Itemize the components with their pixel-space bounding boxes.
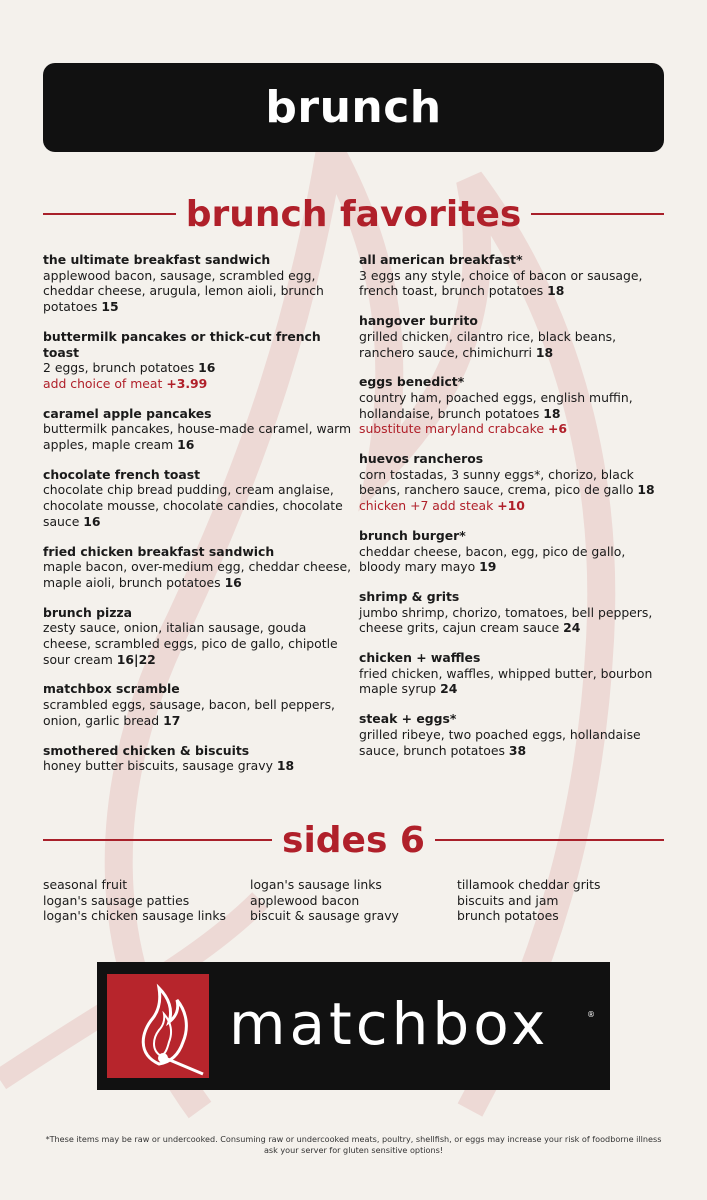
item-extra: add choice of meat +3.99 — [43, 375, 208, 391]
item-name: caramel apple pancakes — [43, 405, 212, 421]
side-item: brunch potatoes — [457, 908, 559, 924]
item-desc: chocolate chip bread pudding, cream anglaise, chocolate mousse, chocolate candies, chocolate sauce 16 — [43, 482, 343, 529]
item-name: buttermilk pancakes or thick-cut french toast — [43, 328, 321, 360]
item-name: shrimp & grits — [359, 588, 460, 604]
menu-item — [359, 451, 664, 514]
item-price: 19 — [479, 559, 497, 575]
item-desc: country ham, poached eggs, english muffin, hollandaise, brunch potatoes 18 — [359, 389, 633, 421]
item-price: 16 — [224, 574, 242, 590]
heading-rule-left — [43, 213, 176, 215]
favorites-heading — [43, 192, 664, 236]
disclaimer: *These items may be raw or undercooked. Consuming raw or undercooked meats, poultry, shellfish, or eggs may increase your risk of foodborne illness ask your server for gluten sensitive options! — [45, 1134, 662, 1155]
item-name: smothered chicken & biscuits — [43, 742, 250, 758]
side-item: logan's sausage links — [250, 877, 382, 892]
item-price: 18 — [547, 283, 565, 299]
item-price: 24 — [563, 620, 581, 636]
item-desc: honey butter biscuits, sausage gravy 18 — [43, 758, 295, 774]
matchbox-logo — [97, 962, 610, 1090]
side-item: seasonal fruit — [43, 877, 128, 892]
sides-heading-label: sides 6 — [282, 819, 425, 861]
menu-item — [43, 605, 355, 668]
sides-column — [250, 877, 457, 924]
page-title: brunch — [265, 82, 442, 133]
item-desc: fried chicken, waffles, whipped butter, bourbon maple syrup 24 — [359, 665, 653, 697]
item-desc: zesty sauce, onion, italian sausage, gouda cheese, scrambled eggs, pico de gallo, chipotle sour cream 16|22 — [43, 620, 338, 667]
item-desc: buttermilk pancakes, house-made caramel, warm apples, maple cream 16 — [43, 421, 352, 453]
menu-item — [359, 313, 664, 360]
item-extra-price: +6 — [547, 421, 567, 437]
item-price: 16|22 — [116, 651, 156, 667]
item-name: all american breakfast* — [359, 252, 523, 267]
item-desc: grilled ribeye, two poached eggs, hollandaise sauce, brunch potatoes 38 — [359, 726, 641, 758]
menu-item — [43, 329, 355, 392]
menu-item — [43, 406, 355, 453]
menu-item — [359, 650, 664, 697]
side-item: logan's sausage patties — [43, 892, 190, 908]
item-extra-price: +10 — [497, 498, 525, 514]
sides-column — [43, 877, 250, 924]
item-price: 18 — [535, 344, 554, 360]
title-bar — [43, 63, 664, 152]
item-extra: chicken +7 add steak +10 — [359, 498, 525, 514]
side-item: tillamook cheddar grits — [457, 877, 601, 892]
sides-list — [43, 877, 664, 924]
item-extra: substitute maryland crabcake +6 — [359, 421, 567, 437]
menu-item — [43, 544, 355, 591]
item-desc: 2 eggs, brunch potatoes 16 — [43, 360, 216, 376]
heading-rule-right — [435, 839, 664, 841]
favorites-right-column — [359, 252, 664, 772]
item-price: 16 — [83, 513, 101, 529]
item-price: 18 — [637, 482, 655, 498]
item-name: brunch burger* — [359, 527, 466, 543]
item-name: the ultimate breakfast sandwich — [43, 252, 271, 267]
menu-item — [43, 743, 355, 774]
menu-item — [359, 528, 664, 575]
heading-rule-left — [43, 839, 272, 841]
sides-heading — [43, 818, 664, 862]
menu-item — [43, 467, 355, 530]
item-price: 15 — [101, 299, 119, 315]
menu-item — [43, 681, 355, 728]
side-item: biscuits and jam — [457, 892, 559, 908]
item-desc: scrambled eggs, sausage, bacon, bell peppers, onion, garlic bread 17 — [43, 697, 335, 728]
heading-rule-right — [531, 213, 664, 215]
item-desc: cheddar cheese, bacon, egg, pico de gallo, bloody mary mayo 19 — [359, 543, 626, 575]
favorites-heading-label: brunch favorites — [185, 193, 522, 235]
item-name: steak + eggs* — [359, 711, 457, 727]
side-item: biscuit & sausage gravy — [250, 908, 399, 924]
item-price: 24 — [440, 681, 458, 697]
item-price: 38 — [508, 742, 527, 758]
item-price: 16 — [198, 360, 216, 376]
item-desc: applewood bacon, sausage, scrambled egg, cheddar cheese, arugula, lemon aioli, brunch potatoes 15 — [43, 267, 324, 315]
item-name: chicken + waffles — [359, 650, 481, 666]
menu-item — [359, 374, 664, 437]
item-desc: grilled chicken, cilantro rice, black beans, ranchero sauce, chimichurri 18 — [359, 328, 617, 360]
sides-column — [457, 877, 664, 924]
item-price: 16 — [177, 437, 195, 453]
favorites-left-column — [43, 252, 355, 788]
item-name: huevos rancheros — [359, 451, 484, 467]
menu-item — [359, 711, 664, 758]
item-name: eggs benedict* — [359, 374, 465, 390]
item-name: fried chicken breakfast sandwich — [43, 543, 275, 559]
match-flame-icon — [107, 974, 209, 1078]
side-item: applewood bacon — [250, 892, 360, 908]
item-desc: maple bacon, over-medium egg, cheddar cheese, maple aioli, brunch potatoes 16 — [43, 559, 352, 590]
registered-mark: ® — [587, 1010, 595, 1019]
menu-item — [359, 589, 664, 636]
item-extra-price: +3.99 — [166, 375, 208, 391]
item-desc: corn tostadas, 3 sunny eggs*, chorizo, black beans, ranchero sauce, crema, pico de gallo 18 — [359, 466, 655, 498]
menu-item — [359, 252, 664, 299]
side-item: logan's chicken sausage links — [43, 908, 226, 924]
item-price: 17 — [163, 712, 181, 728]
logo-wordmark: matchbox — [229, 990, 550, 1058]
item-desc: 3 eggs any style, choice of bacon or sausage, french toast, brunch potatoes 18 — [359, 267, 643, 299]
item-desc: jumbo shrimp, chorizo, tomatoes, bell peppers, cheese grits, cajun cream sauce 24 — [359, 604, 653, 636]
item-name: chocolate french toast — [43, 466, 201, 482]
item-price: 18 — [276, 758, 295, 774]
menu-item — [43, 252, 355, 315]
item-price: 18 — [543, 405, 561, 421]
item-name: matchbox scramble — [43, 681, 180, 697]
item-name: brunch pizza — [43, 604, 133, 620]
item-name: hangover burrito — [359, 313, 478, 329]
